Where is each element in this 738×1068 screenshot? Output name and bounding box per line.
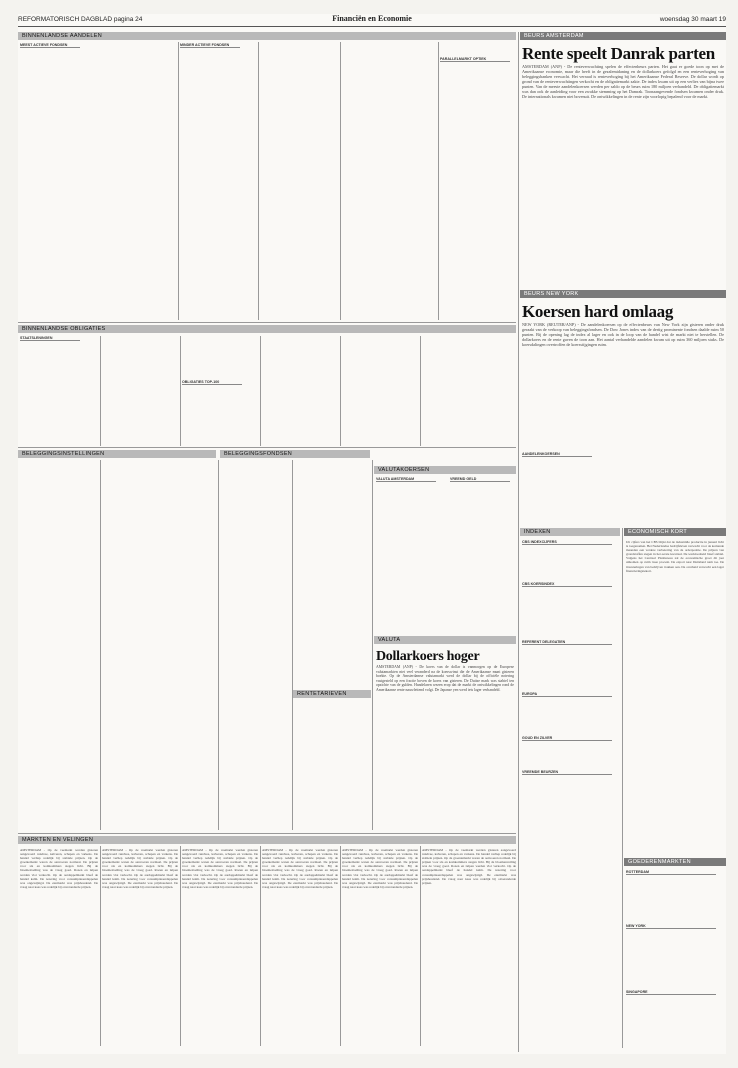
section-markten-en-velingen: MARKTEN EN VELINGEN bbox=[18, 836, 516, 844]
masthead bbox=[18, 14, 726, 27]
subhead-rotterdam: ROTTERDAM bbox=[626, 870, 716, 875]
section-rentetarieven: RENTETARIEVEN bbox=[293, 690, 371, 698]
subhead-obligaties-top: OBLIGATIES TOP-100 bbox=[182, 380, 242, 385]
section-indexen: INDEXEN bbox=[520, 528, 620, 536]
economisch-kort-text: Uit cijfers van het CBS blijkt dat de industriële productie in januari licht is toegenomen. Het Nederlandse bedrijfsleven verwacht voor de komende maanden een verdere verbetering van de orderpositie. De prijzen van grondstoffen stegen in het eerste kwartaal. De werkloosheid bleef stabiel. Volgens het Centraal Planbureau zal de economische groei dit jaar uitkomen op ruim twee procent. De export naar Duitsland nam toe. De investeringen van bedrijven trokken aan. De overheid verwacht een lager financieringstekort. bbox=[626, 540, 724, 573]
subhead-europa: EUROPA bbox=[522, 692, 612, 697]
markten-text-col: AMSTERDAM - Op de veemarkt werden gisteren aangevoerd rundvee, kalveren, schapen en varkens. De handel verliep redelijk bij stabiele prijzen. Op de groentemarkt waren de aanvoeren normaal. De prijzen voor sla en komkommers stegen licht. Bij de bloemenveiling was de vraag goed. Rozen en tulpen werden vlot verkocht. Op de aardappelmarkt bleef de handel kalm. De notering voor consumptieaardappelen was ongewijzigd. De eiermarkt was prijshoudend. De vraag naar kaas was redelijk bij onveranderde prijzen. bbox=[182, 848, 258, 889]
subhead-vreemd-geld: VREEMD GELD bbox=[450, 477, 510, 482]
article-body: AMSTERDAM (ANP) - De renteverwachting spelen de effectenbeurs parten. Het gaat er goede toon op met de Amerikaanse economie, maar die heeft in de gezalemidaning en de dollarkoers gefolgd en een renteverhoging van beleggingsbanken verwacht. Het verraad is renteverhoging bij het Amerikaanse Federal Reserve. De dollar wordt op grond van de renteverwachtingen verkocht en de obligatiemarkt zakte. De index kwam uit op een verlies van bijna twee punten. Van de meeste aandelenkoersen werden per saldo op de beurs ruim 180 miljoen verhandeld. De obligatiemarkt was dan ook de aanleiding voor een zwakke stemming op het Damrak. Toonaangevende fondsen kwamen onder druk. De internationals kwamen niet bovenuit. De ontwikkelingen in de rente zijn voorlopig bepalend voor de markt. bbox=[522, 64, 724, 99]
subhead-minder-actieve: MINDER ACTIEVE FONDSEN bbox=[180, 43, 240, 48]
section-beleggingsinstellingen: BELEGGINGSINSTELLINGEN bbox=[18, 450, 216, 458]
section-valutakoersen: VALUTAKOERSEN bbox=[374, 466, 516, 474]
subhead-parallelmarkt: PARALLELMARKT OPTIEK bbox=[440, 57, 510, 62]
section-binnenlandse-aandelen: BINNENLANDSE AANDELEN bbox=[18, 32, 516, 40]
subhead-referent: REFERENT DELEGATIEN bbox=[522, 640, 612, 645]
masthead-left: REFORMATORISCH DAGBLAD pagina 24 bbox=[18, 16, 143, 23]
markten-text-col: AMSTERDAM - Op de veemarkt werden gisteren aangevoerd rundvee, kalveren, schapen en varkens. De handel verliep redelijk bij stabiele prijzen. Op de groentemarkt waren de aanvoeren normaal. De prijzen voor sla en komkommers stegen licht. Bij de bloemenveiling was de vraag goed. Rozen en tulpen werden vlot verkocht. Op de aardappelmarkt bleef de handel kalm. De notering voor consumptieaardappelen was ongewijzigd. De eiermarkt was prijshoudend. De vraag naar kaas was redelijk bij onveranderde prijzen. bbox=[422, 848, 516, 885]
subhead-aandelenkoersen: AANDELENKOERSEN bbox=[522, 452, 592, 457]
section-beleggingsfondsen: BELEGGINGSFONDSEN bbox=[220, 450, 370, 458]
article-headline: Koersen hard omlaag bbox=[522, 302, 674, 321]
masthead-title: Financiën en Economie bbox=[332, 14, 412, 23]
subhead-staatsleningen: STAATSLENINGEN bbox=[20, 336, 80, 341]
markten-text-col: AMSTERDAM - Op de veemarkt werden gisteren aangevoerd rundvee, kalveren, schapen en varkens. De handel verliep redelijk bij stabiele prijzen. Op de groentemarkt waren de aanvoeren normaal. De prijzen voor sla en komkommers stegen licht. Bij de bloemenveiling was de vraag goed. Rozen en tulpen werden vlot verkocht. Op de aardappelmarkt bleef de handel kalm. De notering voor consumptieaardappelen was ongewijzigd. De eiermarkt was prijshoudend. De vraag naar kaas was redelijk bij onveranderde prijzen. bbox=[342, 848, 418, 889]
article-headline: Dollarkoers hoger bbox=[376, 649, 480, 664]
markten-text-col: AMSTERDAM - Op de veemarkt werden gisteren aangevoerd rundvee, kalveren, schapen en varkens. De handel verliep redelijk bij stabiele prijzen. Op de groentemarkt waren de aanvoeren normaal. De prijzen voor sla en komkommers stegen licht. Bij de bloemenveiling was de vraag goed. Rozen en tulpen werden vlot verkocht. Op de aardappelmarkt bleef de handel kalm. De notering voor consumptieaardappelen was ongewijzigd. De eiermarkt was prijshoudend. De vraag naar kaas was redelijk bij onveranderde prijzen. bbox=[102, 848, 178, 889]
subhead-new-york: NEW YORK bbox=[626, 924, 716, 929]
subhead-goud: GOUD EN ZILVER bbox=[522, 736, 612, 741]
markten-text-col: AMSTERDAM - Op de veemarkt werden gisteren aangevoerd rundvee, kalveren, schapen en varkens. De handel verliep redelijk bij stabiele prijzen. Op de groentemarkt waren de aanvoeren normaal. De prijzen voor sla en komkommers stegen licht. Bij de bloemenveiling was de vraag goed. Rozen en tulpen werden vlot verkocht. Op de aardappelmarkt bleef de handel kalm. De notering voor consumptieaardappelen was ongewijzigd. De eiermarkt was prijshoudend. De vraag naar kaas was redelijk bij onveranderde prijzen. bbox=[262, 848, 338, 889]
article-dollarkoers-hoger bbox=[376, 648, 514, 825]
subhead-meest-actieve: MEEST ACTIEVE FONDSEN bbox=[20, 43, 80, 48]
article-body: AMSTERDAM (ANP) - De koers van de dollar is vanmorgen op de Europese valutamarkten niet veel veranderd na de koerswinst die de Amerikaanse munt gisteren boekte. Op de Amsterdamse valutamarkt werd de dollar bij de officiële notering vastgesteld op een fractie boven de koers van gisteren. De Duitse mark was stabiel ten opzichte van de gulden. Handelaren wezen erop dat de markt de ontwikkelingen rond de Amerikaanse rente nauwlettend volgt. De Japanse yen werd iets lager verhandeld. bbox=[376, 665, 514, 692]
article-headline: Rente speelt Danrak parten bbox=[522, 44, 715, 63]
subhead-cbs-indexcijfers: CBS INDEXCIJFERS bbox=[522, 540, 612, 545]
article-koersen-omlaag bbox=[522, 302, 724, 442]
section-economisch-kort: ECONOMISCH KORT bbox=[624, 528, 726, 536]
markten-text-col: AMSTERDAM - Op de veemarkt werden gisteren aangevoerd rundvee, kalveren, schapen en varkens. De handel verliep redelijk bij stabiele prijzen. Op de groentemarkt waren de aanvoeren normaal. De prijzen voor sla en komkommers stegen licht. Bij de bloemenveiling was de vraag goed. Rozen en tulpen werden vlot verkocht. Op de aardappelmarkt bleef de handel kalm. De notering voor consumptieaardappelen was ongewijzigd. De eiermarkt was prijshoudend. De vraag naar kaas was redelijk bij onveranderde prijzen. bbox=[20, 848, 98, 889]
section-binnenlandse-obligaties: BINNENLANDSE OBLIGATIES bbox=[18, 325, 516, 333]
article-body: NEW YORK (REUTER/ANP) - De aandelenkoersen op de effectenbeurs van New York zijn gisteren onder druk geraakt van de verkoop van beleggingsfondsen. De Dow Jones index van de dertig prominente fondsen daalde ruim 50 punten. Bij de opening lag de index al lager en ook in de loop van de handel wist de markt niet te herstellen. De dollarkoers en de rente gaven de toon aan. Het aantal verhandelde aandelen kwam uit op ruim 360 miljoen stuks. De koersdalingen overtroffen de koersstijgingen ruim. bbox=[522, 322, 724, 347]
section-beurs-new-york: BEURS NEW YORK bbox=[520, 290, 726, 298]
subhead-cbs-koersindex: CBS KOERSINDEX bbox=[522, 582, 612, 587]
subhead-vreemde-beurzen: VREEMDE BEURZEN bbox=[522, 770, 612, 775]
section-goederenmarkten: GOEDERENMARKTEN bbox=[624, 858, 726, 866]
masthead-date: woensdag 30 maart 19 bbox=[659, 16, 726, 23]
section-beurs-amsterdam: BEURS AMSTERDAM bbox=[520, 32, 726, 40]
article-rente-danrak bbox=[522, 44, 724, 274]
subhead-valuta-amsterdam: VALUTA AMSTERDAM bbox=[376, 477, 436, 482]
subhead-singapore: SINGAPORE bbox=[626, 990, 716, 995]
section-valuta: VALUTA bbox=[374, 636, 516, 644]
